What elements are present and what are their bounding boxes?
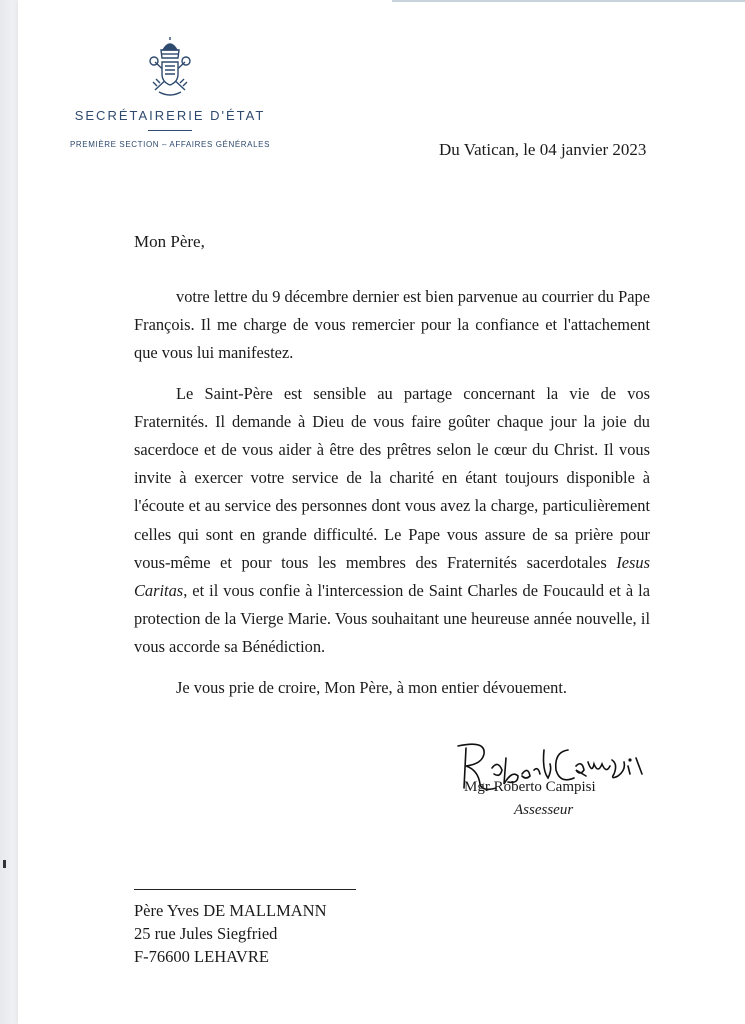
paragraph-2: [134, 380, 650, 662]
papal-coat-of-arms-icon: [145, 36, 195, 98]
letterhead-rule: [148, 130, 192, 131]
salutation: Mon Père,: [134, 232, 205, 251]
section-name: PREMIÈRE SECTION – AFFAIRES GÉNÉRALES: [69, 140, 271, 149]
signature-block: [456, 740, 676, 840]
address-rule: [134, 889, 356, 890]
recipient-city: F-76600 LEHAVRE: [134, 947, 269, 966]
fraternity-name: Iesus Caritas: [134, 552, 650, 601]
page-edge: [0, 0, 18, 1024]
signer-name: Mgr Roberto Campisi: [464, 779, 596, 795]
signer-title: Assesseur: [514, 802, 574, 818]
recipient-name: Père Yves DE MALLMANN: [134, 901, 327, 920]
closing-formula: Je vous prie de croire, Mon Père, à mon entier dévouement.: [176, 677, 567, 697]
scan-mark: [3, 860, 6, 868]
paragraph-1: votre lettre du 9 décembre dernier est bien parvenue au courrier du Pape François. Il me charge de vous remercier pour la confiance et l'attachement que vous lui manifestez.: [134, 287, 650, 363]
date-line: Du Vatican, le 04 janvier 2023: [439, 140, 647, 159]
fold-line: [392, 0, 745, 2]
letterhead: [60, 36, 280, 149]
letter-body: [134, 283, 650, 714]
office-name: SECRÉTAIRERIE D'ÉTAT: [74, 108, 266, 123]
recipient-street: 25 rue Jules Siegfried: [134, 924, 278, 943]
paragraph-2-end: , et il vous confie à l'intercession de Saint Charles de Foucauld et à la protection de la Vierge Marie. Vous souhaitant une heureuse année nouvelle, il vous accorde sa Bénédiction.: [134, 581, 650, 657]
recipient-address: [134, 899, 327, 968]
paragraph-2-start: Le Saint-Père est sensible au partage concernant la vie de vos Fraternités. Il demande à Dieu de vous faire goûter chaque jour la joie du sacerdoce et de vous aider à être des prêtres selon le cœur du Christ. Il vous invite à exercer votre service de la charité en étant toujours disponible à l'écoute et au service des personnes dont vous avez la charge, particulièrement celles qui sont en grande difficulté. Le Pape vous assure de sa prière pour vous-même et pour tous les membres des Fraternités sacerdotales: [134, 383, 650, 572]
